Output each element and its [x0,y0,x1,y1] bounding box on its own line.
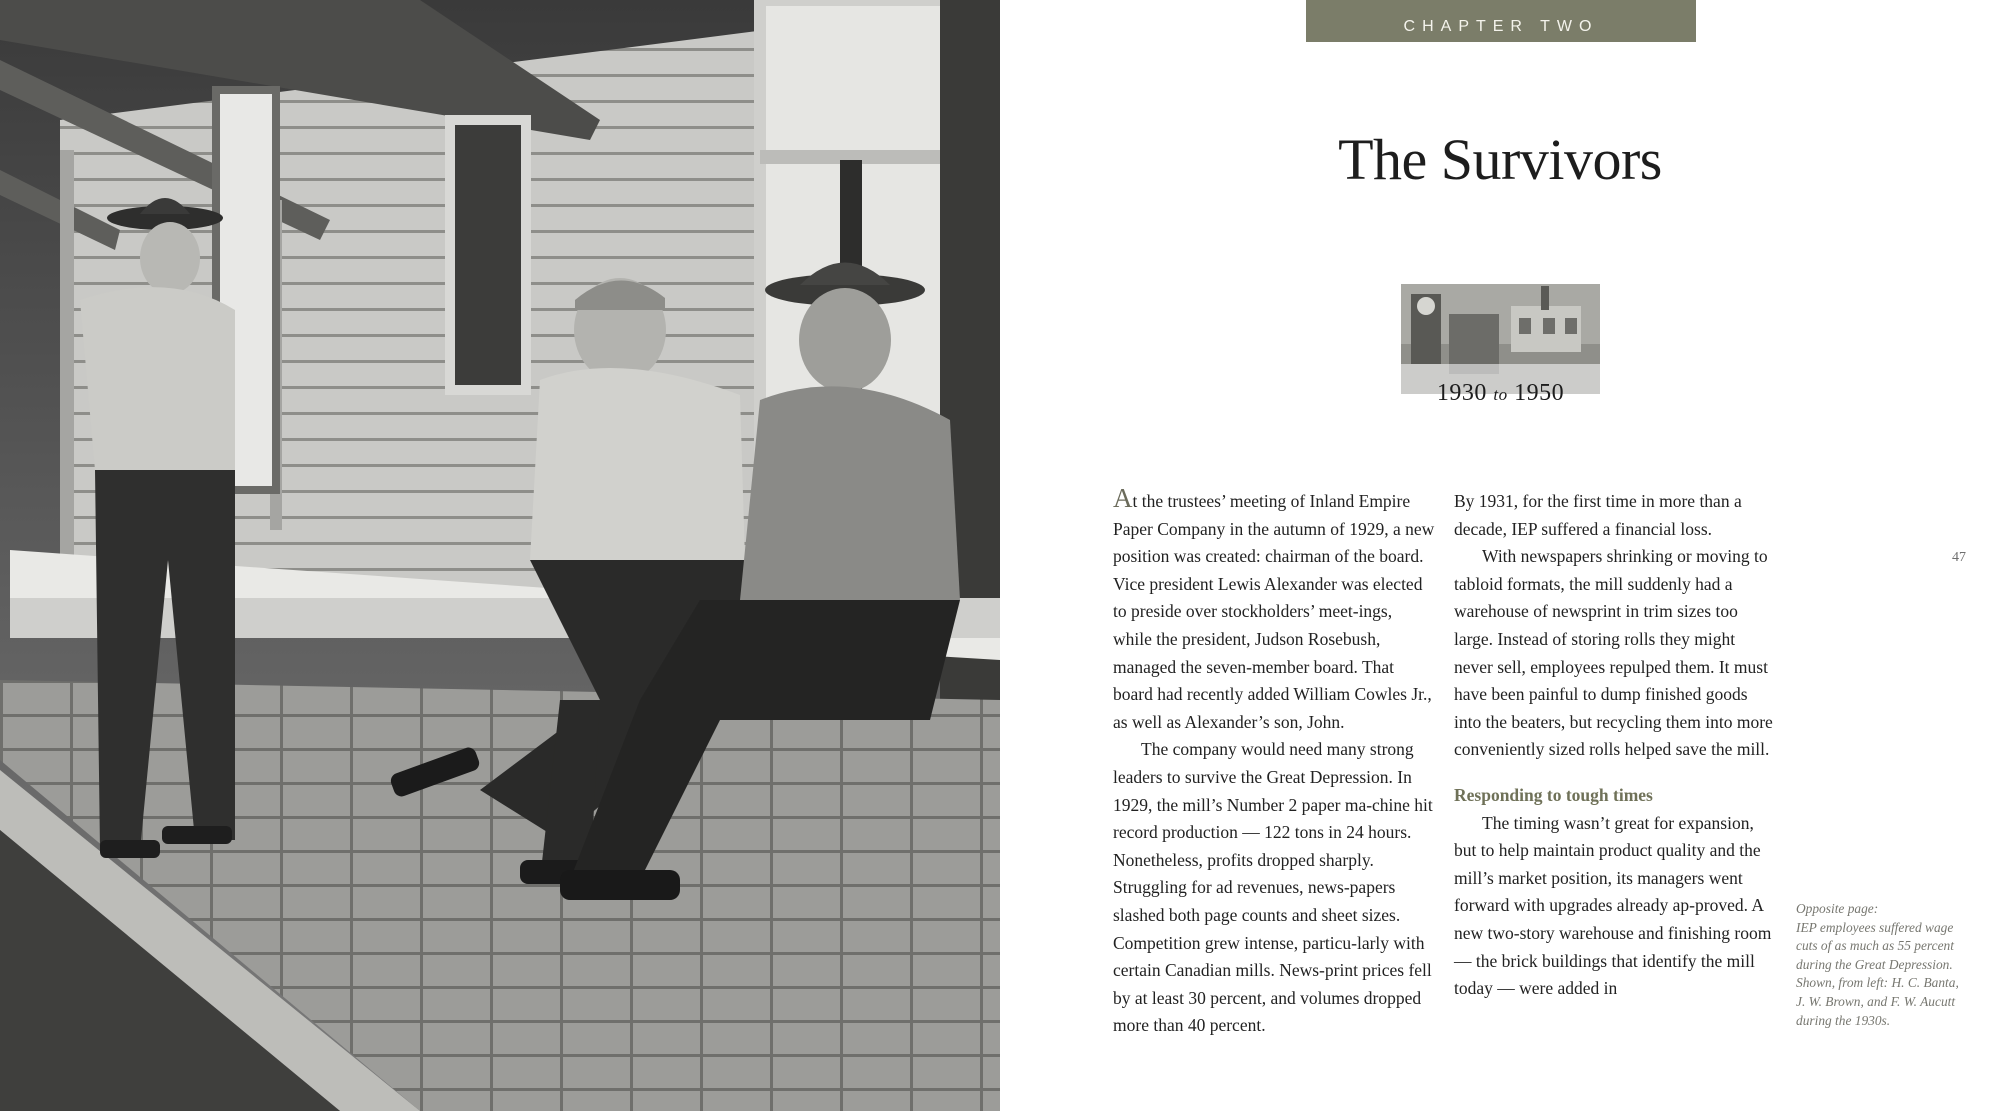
photo-caption [1796,900,1966,1030]
era-to-word: to [1493,385,1508,404]
body-column-right [1454,488,1778,1003]
caption-text: IEP employees suffered wage cuts of as much as 55 percent during the Great Depression. Shown, from left: H. C. Banta, J. W. Brown, and F. W. Aucutt during the 1930s. [1796,919,1959,1028]
body-paragraph-2: The company would need many strong leaders to survive the Great Depression. In 1929, the mill’s Number 2 paper ma-chine hit record production — 122 tons in 24 hours. Nonetheless, profits dropped sharply. Struggling for ad revenues, news-papers slashed both page counts and sheet sizes. Competition grew intense, particu-larly with certain Canadian mills. News-print prices fell by at least 30 percent, and volumes dropped more than 40 percent. [1113,739,1433,1036]
page-title: The Survivors [1338,127,1662,192]
body-column-left [1113,483,1435,1040]
body-paragraph-1-text: t the trustees’ meeting of Inland Empire Paper Company in the autumn of 1929, a new position was created: chairman of the board. Vice president Lewis Alexander was elected to preside over stockholders’ meet-ings, while the president, Judson Rosebush, managed the seven-member board. That board had recently added William Cowles Jr., as well as Alexander’s son, John. [1113,491,1435,732]
body-paragraph-4: With newspapers shrinking or moving to tabloid formats, the mill suddenly had a warehouse of newsprint in trim sizes too large. Instead of storing rolls they might never sell, employees repulped them. It must have been painful to dump finished goods into the beaters, but recycling them into more conveniently sized rolls helped save the mill. [1454,546,1773,760]
body-paragraph-1 [1113,483,1435,736]
era-badge [1401,284,1600,408]
body-paragraph-5: The timing wasn’t great for expansion, but to help maintain product quality and the mill’s market position, its managers went forward with upgrades already ap-proved. A new two-story warehouse and finishing room — the brick buildings that identify the mill today — were added in [1454,812,1772,999]
drop-cap: A [1113,483,1133,513]
page-number: 47 [1952,550,1966,565]
era-end: 1950 [1514,380,1565,406]
section-subhead: Responding to tough times [1454,784,1653,805]
caption-heading: Opposite page: [1796,901,1879,916]
era-start: 1930 [1436,380,1487,406]
era-range [1401,380,1600,407]
body-paragraph-3: By 1931, for the first time in more than a decade, IEP suffered a financial loss. [1454,491,1742,539]
chapter-label: CHAPTER TWO [1306,0,1696,42]
